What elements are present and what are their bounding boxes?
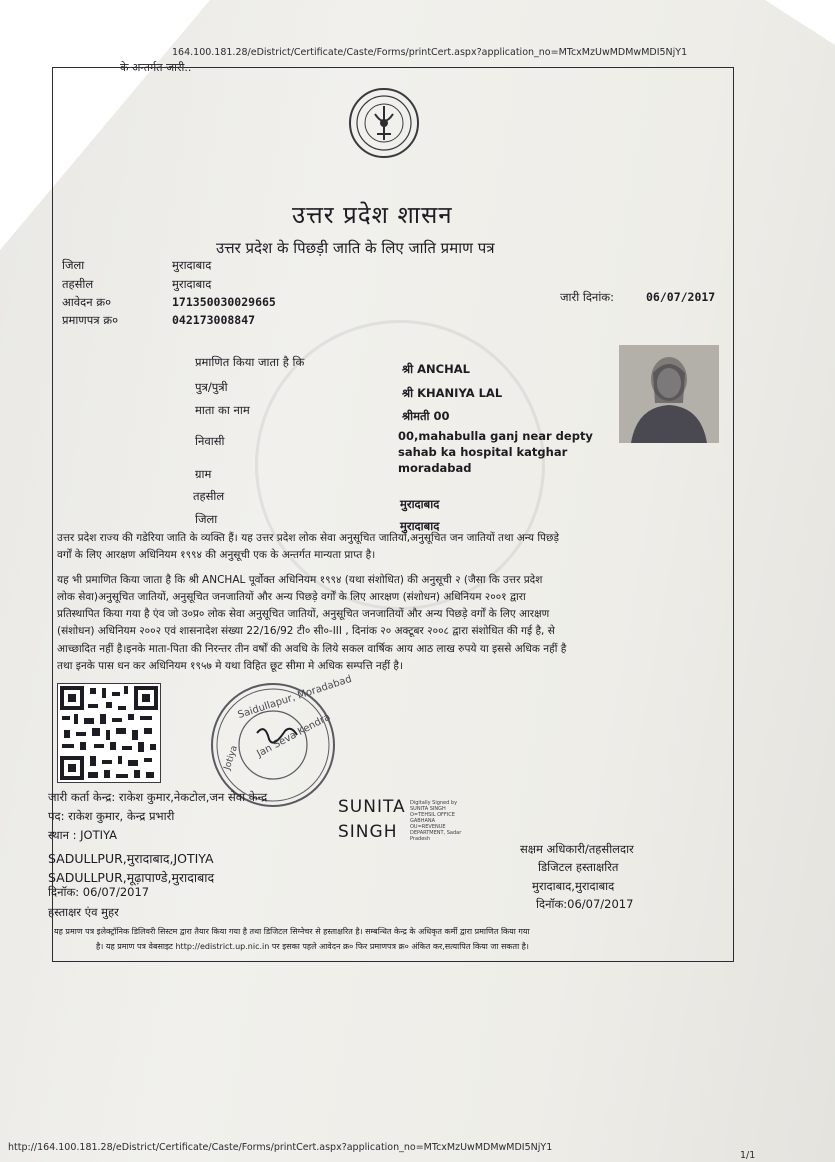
issuer-address-2: SADULLPUR,मूढ़ापाण्डे,मुरादाबाद — [48, 870, 215, 885]
sig-detail: SUNITA SINGH — [410, 806, 446, 812]
mother-name: श्रीमती 00 — [402, 409, 450, 423]
sig-detail: Pradesh — [410, 836, 431, 842]
page-count: 1/1 — [740, 1150, 756, 1161]
body-line-8: तथा इनके पास धन कर अधिनियम १९५७ मे यथा विहित छूट सीमा मे अधिक सम्पत्ति नहीं है। — [57, 660, 403, 672]
qr-code — [57, 683, 161, 783]
applicant-tehsil-label: तहसील — [193, 489, 225, 503]
up-emblem-icon — [349, 88, 419, 158]
stamp-text-top: Saidullapur, Moradabad — [236, 673, 354, 722]
applicant-tehsil-value: मुरादाबाद — [400, 497, 440, 511]
authority-digital: डिजिटल हस्ताक्षरित — [538, 860, 619, 874]
district-label: जिला — [62, 258, 85, 272]
address-line-1: 00,mahabulla ganj near depty — [398, 429, 593, 443]
application-label: आवेदन क्र० — [62, 295, 112, 309]
issue-date: 06/07/2017 — [646, 290, 716, 304]
sig-detail: GABHANA — [410, 818, 436, 824]
footer-note-2: है। यह प्रमाण पत्र वेबसाइट http://edistrict.up.nic.in पर इसका पहले आवेदन क्र० फिर प्रमाणपत्र क्र० अंकित कर,सत्यापित किया जा सकता है। — [96, 942, 529, 951]
address-label: निवासी — [195, 434, 225, 448]
jan-seva-kendra-stamp — [211, 673, 354, 807]
district-value: मुरादाबाद — [172, 258, 212, 272]
authority-title: सक्षम अधिकारी/तहसीलदार — [520, 842, 634, 856]
continuation-note: के अन्तर्गत जारी.. — [120, 61, 192, 74]
issuer-designation: पद: राकेश कुमार, केन्द्र प्रभारी — [48, 809, 175, 823]
digital-signer-first-name: SUNITA — [338, 797, 406, 817]
certificate-subtitle: उत्तर प्रदेश के पिछड़ी जाति के लिए जाति प्रमाण पत्र — [216, 239, 495, 257]
sig-detail: OU=REVENUE — [410, 824, 446, 830]
print-url-bottom: http://164.100.181.28/eDistrict/Certificate/Caste/Forms/printCert.aspx?application_no=MTcxMzUwMDMwMDI5NjY1 — [8, 1142, 553, 1153]
authority-place: मुरादाबाद,मुरादाबाद — [532, 879, 615, 893]
applicant-photo — [619, 345, 719, 443]
body-line-4: लोक सेवा)अनुसूचित जातियों, अनुसूचित जनजातियों और अन्य पिछड़े वर्गों के लिए आरक्षण (संशोधन) अधिनियम २००१ द्वारा — [57, 591, 526, 603]
father-label: पुत्र/पुत्री — [195, 380, 228, 394]
sig-detail: DEPARTMENT, Sadar — [410, 830, 462, 836]
body-line-7: आच्छादित नहीं है।इनके माता-पिता की निरन्तर तीन वर्षों की अवधि के लिये सकल वार्षिक आय आठ लाख रुपये या इससे अधिक नहीं है — [57, 643, 567, 655]
mother-label: माता का नाम — [195, 403, 250, 417]
issue-date-label: जारी दिनांक: — [560, 290, 615, 304]
certificate-number: 042173008847 — [172, 313, 256, 327]
application-number: 171350030029665 — [172, 295, 276, 309]
authority-date: दिनॉक:06/07/2017 — [536, 897, 634, 911]
applicant-district-label: जिला — [195, 512, 218, 526]
page-title: उत्तर प्रदेश शासन — [292, 201, 453, 229]
body-line-2: वर्गों के लिए आरक्षण अधिनियम १९९४ की अनुसूची एक के अन्तर्गत मान्यता प्राप्त है। — [57, 549, 376, 561]
issuer-place: स्थान : JOTIYA — [48, 828, 117, 842]
applicant-name: श्री ANCHAL — [402, 362, 470, 376]
issuer-address-1: SADULLPUR,मुरादाबाद,JOTIYA — [48, 851, 214, 866]
issuer-sign-label: हस्ताक्षर एंव मुहर — [48, 905, 119, 919]
folded-corner-right — [765, 0, 835, 45]
tehsil-label: तहसील — [62, 277, 94, 291]
tehsil-value: मुरादाबाद — [172, 277, 212, 291]
applicant-district-value: मुरादाबाद — [400, 519, 440, 533]
body-line-5: प्रतिस्थापित किया गया है एंव जो उ०प्र० लोक सेवा अनुसूचित जातियों, अनुसूचित जनजातियों और अन्य पिछड़े वर्गों के लिए आरक्षण — [57, 608, 550, 620]
sig-detail: Digitally Signed by — [410, 800, 458, 806]
issuer-center: जारी कर्ता केन्द्र: राकेश कुमार,नेकटोल,जन सेवा केन्द्र — [48, 790, 268, 804]
address-line-3: moradabad — [398, 461, 472, 475]
digital-signer-last-name: SINGH — [338, 822, 398, 842]
certificate-label: प्रमाणपत्र क्र० — [62, 313, 119, 327]
stamp-text-left: Jotiya — [222, 744, 240, 772]
stamp-text-center: Jan Seva Kendra — [255, 711, 333, 760]
certify-label: प्रमाणित किया जाता है कि — [195, 355, 305, 369]
body-line-6: (संशोधन) अधिनियम २००२ एवं शासनादेश संख्या 22/16/92 टी० सी०-III , दिनांक २० अक्टूबर २००८ द्वारा संशोधित की गई है, से — [57, 625, 555, 637]
sig-detail: O=TEHSIL OFFICE — [410, 812, 455, 818]
address-line-2: sahab ka hospital katghar — [398, 445, 568, 459]
footer-note-1: यह प्रमाण पत्र इलेक्ट्रॉनिक डिलिवरी सिस्टम द्वारा तैयार किया गया है तथा डिजिटल सिग्नेचर से हस्ताक्षरित है। सम्बन्धित केन्द्र के अधिकृत कर्मी द्वारा प्रमाणित किया गया — [54, 927, 530, 936]
issuer-date: दिनॉक: 06/07/2017 — [48, 885, 150, 899]
body-line-1: उत्तर प्रदेश राज्य की गडेरिया जाति के व्यक्ति हैं। यह उत्तर प्रदेश लोक सेवा अनुसूचित जातियों,अनुसूचित जन जातियों तथा अन्य पिछड़े — [57, 532, 559, 544]
village-label: ग्राम — [195, 467, 212, 481]
digital-signature-details — [410, 800, 461, 842]
print-url-top: 164.100.181.28/eDistrict/Certificate/Caste/Forms/printCert.aspx?application_no=MTcxMzUwMDMwMDI5NjY1 — [172, 47, 688, 58]
father-name: श्री KHANIYA LAL — [402, 386, 503, 400]
body-line-3: यह भी प्रमाणित किया जाता है कि श्री ANCHAL पूर्वोक्त अधिनियम १९९४ (यथा संशोधित) की अनुसूची २ (जैसा कि उत्तर प्रदेश — [57, 574, 543, 586]
